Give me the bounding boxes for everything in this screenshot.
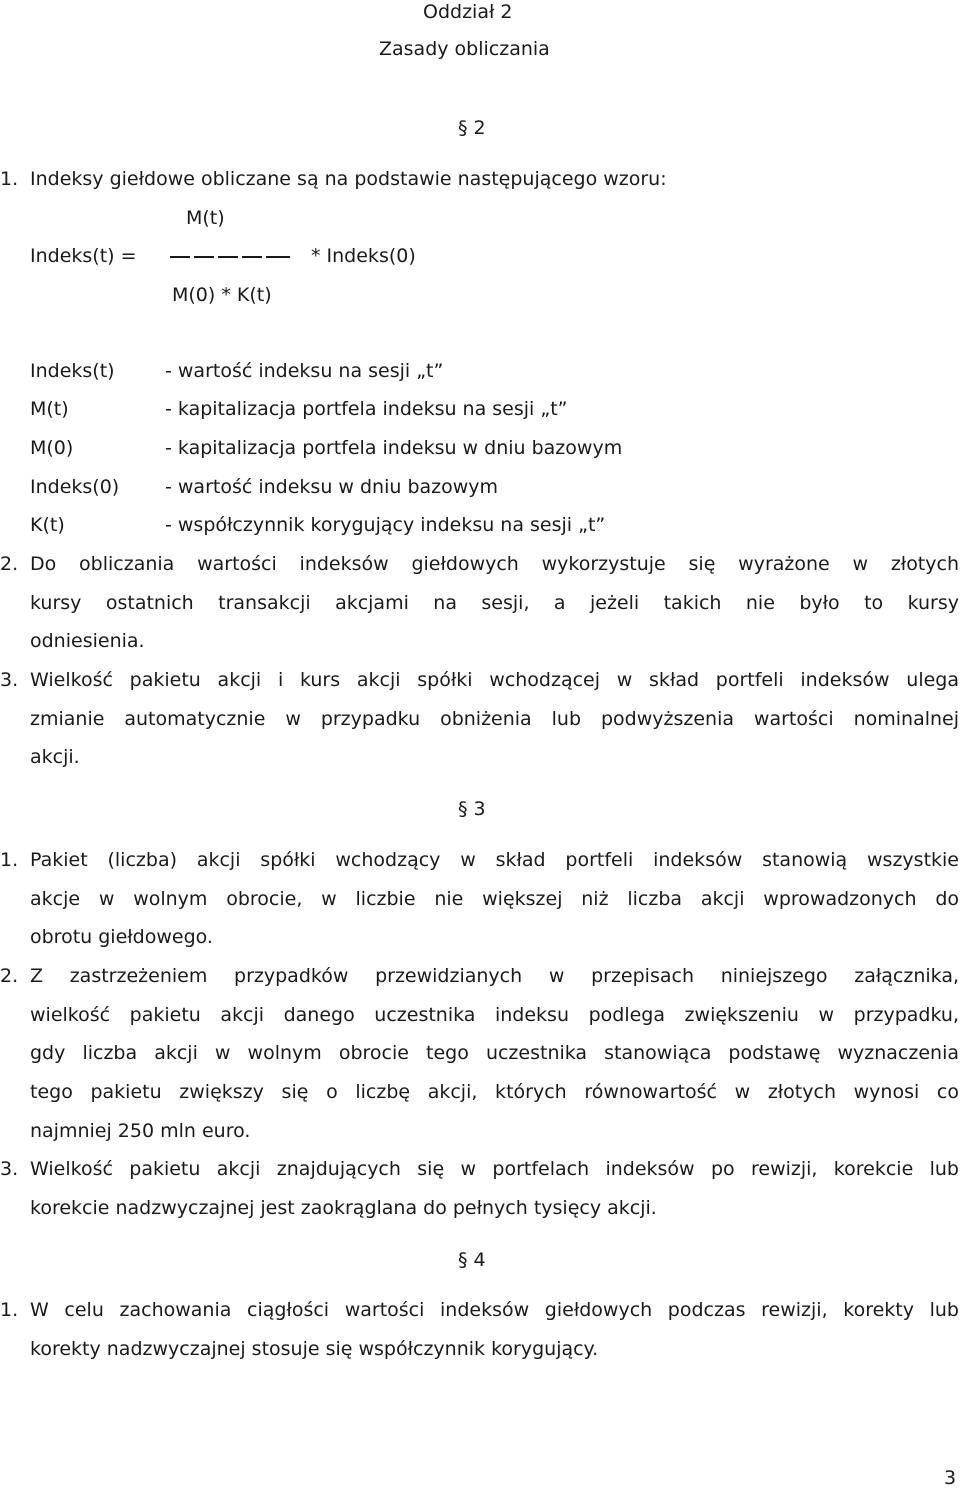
paragraph-line: Wielkość pakietu akcji znajdujących się w portfelach indeksów po rewizji, korekcie lub	[30, 1158, 959, 1180]
section-heading: Oddział 2	[423, 1, 513, 23]
paragraph-line: kursy ostatnich transakcji akcjami na sesji, a jeżeli takich nie było to kursy	[30, 592, 959, 614]
item-number: 3.	[0, 1158, 19, 1180]
item-number: 3.	[0, 669, 19, 691]
item-number: 2.	[0, 553, 19, 575]
formula-denominator: M(0) * K(t)	[172, 284, 272, 306]
paragraph-line: korekcie nadzwyczajnej jest zaokrąglana do pełnych tysięcy akcji.	[30, 1197, 657, 1219]
page-number: 3	[944, 1467, 957, 1489]
section-subtitle: Zasady obliczania	[379, 38, 550, 60]
formula-rhs: * Indeks(0)	[311, 245, 416, 267]
paragraph-line: akcji.	[30, 746, 80, 768]
paragraph-line: akcje w wolnym obrocie, w liczbie nie większej niż liczba akcji wprowadzonych do	[30, 888, 959, 910]
item-number: 1.	[0, 1299, 19, 1321]
paragraph-line: korekty nadzwyczajnej stosuje się współczynnik korygujący.	[30, 1338, 599, 1360]
paragraph-line: odniesienia.	[30, 630, 145, 652]
formula-intro: Indeksy giełdowe obliczane są na podstawie następującego wzoru:	[30, 168, 667, 190]
paragraph-line: Z zastrzeżeniem przypadków przewidzianych w przepisach niniejszego załącznika,	[30, 965, 959, 987]
paragraph-sign-4: § 4	[458, 1249, 486, 1271]
definition-description: - kapitalizacja portfela indeksu na sesji „t”	[165, 398, 568, 420]
paragraph-line: zmianie automatycznie w przypadku obniżenia lub podwyższenia wartości nominalnej	[30, 708, 959, 730]
paragraph-sign-2: § 2	[458, 117, 486, 139]
definition-symbol: Indeks(t)	[30, 360, 115, 382]
definition-symbol: K(t)	[30, 514, 65, 536]
paragraph-sign-3: § 3	[458, 798, 486, 820]
paragraph-line: Pakiet (liczba) akcji spółki wchodzący w skład portfeli indeksów stanowią wszystkie	[30, 849, 959, 871]
item-number: 2.	[0, 965, 19, 987]
item-number: 1.	[0, 168, 19, 190]
definition-description: - kapitalizacja portfela indeksu w dniu bazowym	[165, 437, 623, 459]
paragraph-line: W celu zachowania ciągłości wartości indeksów giełdowych podczas rewizji, korekty lub	[30, 1299, 959, 1321]
definition-description: - wartość indeksu na sesji „t”	[165, 360, 444, 382]
paragraph-line: Wielkość pakietu akcji i kurs akcji spółki wchodzącej w skład portfeli indeksów ulega	[30, 669, 959, 691]
definition-description: - współczynnik korygujący indeksu na sesji „t”	[165, 514, 606, 536]
definition-symbol: Indeks(0)	[30, 476, 120, 498]
paragraph-line: gdy liczba akcji w wolnym obrocie tego uczestnika stanowiąca podstawę wyznaczenia	[30, 1042, 959, 1064]
paragraph-line: obrotu giełdowego.	[30, 926, 213, 948]
paragraph-line: Do obliczania wartości indeksów giełdowych wykorzystuje się wyrażone w złotych	[30, 553, 959, 575]
definition-symbol: M(0)	[30, 437, 74, 459]
paragraph-line: tego pakietu zwiększy się o liczbę akcji, których równowartość w złotych wynosi co	[30, 1081, 959, 1103]
definition-description: - wartość indeksu w dniu bazowym	[165, 476, 499, 498]
definition-symbol: M(t)	[30, 398, 69, 420]
item-number: 1.	[0, 849, 19, 871]
paragraph-line: najmniej 250 mln euro.	[30, 1120, 251, 1142]
paragraph-line: wielkość pakietu akcji danego uczestnika indeksu podlega zwiększeniu w przypadku,	[30, 1004, 959, 1026]
formula-lhs: Indeks(t) =	[30, 245, 137, 267]
formula-numerator: M(t)	[186, 207, 225, 229]
